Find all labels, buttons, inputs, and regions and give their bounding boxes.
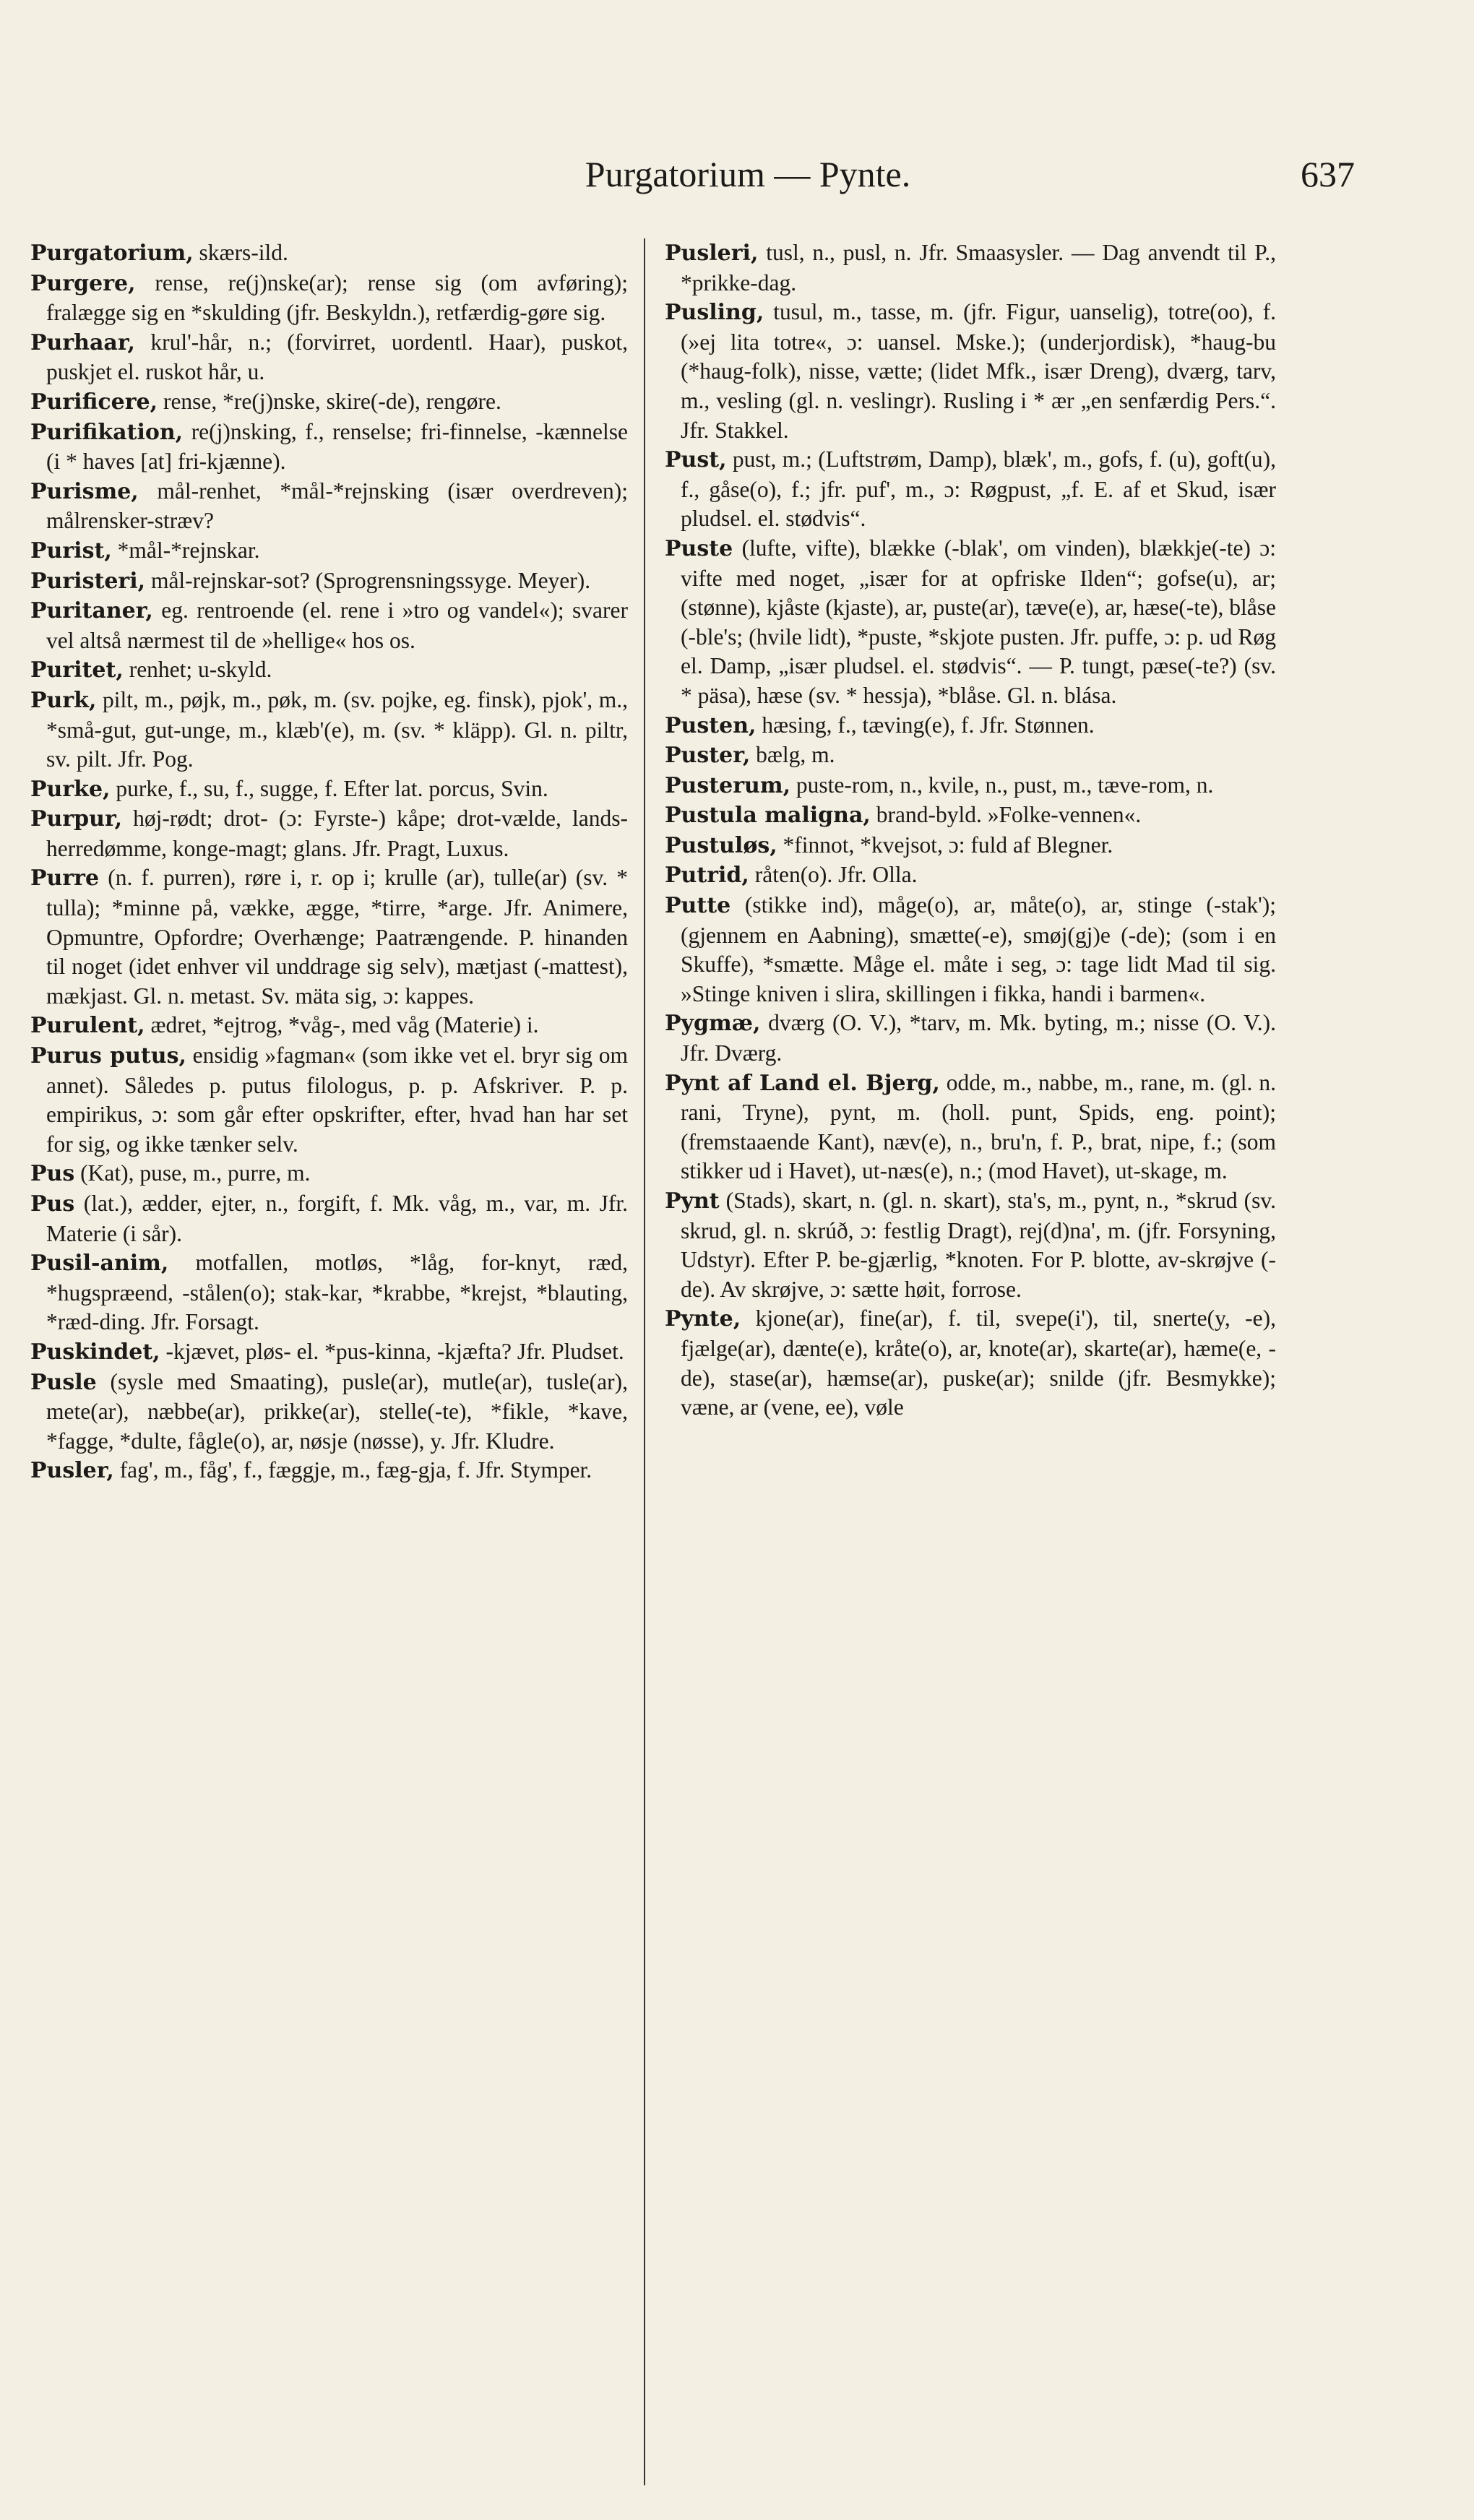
dictionary-entry xyxy=(665,891,1276,1009)
headword: Pynt af Land el. Bjerg, xyxy=(665,1070,940,1096)
definition: tusl, n., pusl, n. Jfr. Smaasysler. — Dag anvendt til P., *prikke-dag. xyxy=(681,240,1276,295)
page-number: 637 xyxy=(1301,154,1355,194)
headword: Purus putus, xyxy=(30,1043,186,1069)
dictionary-entry xyxy=(665,1069,1276,1186)
dictionary-entry xyxy=(30,238,628,269)
dictionary-entry xyxy=(30,863,628,1011)
headword: Pusterum, xyxy=(665,772,791,798)
headword: Purpur, xyxy=(30,806,123,832)
dictionary-entry xyxy=(665,238,1276,298)
definition: råten(o). Jfr. Olla. xyxy=(749,862,918,888)
definition: brand-byld. »Folke-vennen«. xyxy=(870,802,1142,828)
headword: Puritet, xyxy=(30,657,124,683)
definition: eg. rentroende (el. rene i »tro og vandel«); svarer vel altså nærmest til de »hellige« hos os. xyxy=(46,597,628,653)
headword: Purifikation, xyxy=(30,419,184,445)
definition: ensidig »fagman« (som ikke vet el. bryr sig om annet). Således p. putus filologus, p. p. Afskriver. P. p. empirikus, ɔ: som går efter opskrifter, efter, hvad han har set for sig, og ikke tænker selv. xyxy=(46,1043,628,1157)
headword: Pynt xyxy=(665,1188,720,1214)
dictionary-entry xyxy=(30,686,628,774)
definition: kjone(ar), fine(ar), f. til, svepe(i'), til, snerte(y, -e), fjælge(ar), dænte(e), kråte(o), ar, knote(ar), skarte(ar), hæme(e, -de), stase(ar), hæmse(ar), puske(ar); snilde (jfr. Besmykke); væne, ar (vene, ee), vøle xyxy=(681,1306,1276,1420)
definition: *finnot, *kvejsot, ɔ: fuld af Blegner. xyxy=(777,832,1113,858)
definition: purke, f., su, f., sugge, f. Efter lat. porcus, Svin. xyxy=(110,775,548,801)
dictionary-entry xyxy=(665,741,1276,771)
headword: Purk, xyxy=(30,687,97,713)
headword: Pus xyxy=(30,1191,75,1217)
headword: Purre xyxy=(30,866,100,892)
definition: (Kat), puse, m., purre, m. xyxy=(74,1160,311,1186)
dictionary-entry xyxy=(30,477,628,536)
dictionary-entry xyxy=(30,387,628,418)
definition: -kjævet, pløs- el. *pus-kinna, -kjæfta? Jfr. Pludset. xyxy=(160,1338,624,1364)
dictionary-entry xyxy=(665,860,1276,891)
dictionary-entry xyxy=(665,298,1276,445)
definition: fag', m., fåg', f., fæggje, m., fæg-gja, f. Jfr. Stymper. xyxy=(113,1457,592,1483)
dictionary-entry xyxy=(665,801,1276,831)
definition: odde, m., nabbe, m., rane, m. (gl. n. rani, Tryne), pynt, m. (holl. punt, Spids, eng. point); (fremstaaende Kant), næv(e), n., bru'n, f. P., brat, nipe, f.; (som stikker ud i Havet), ut-næs(e), n.; (mod Havet), ut-skage, m. xyxy=(681,1069,1276,1184)
dictionary-entry xyxy=(30,655,628,686)
definition: motfallen, motløs, *låg, for-knyt, ræd, *hugspræend, -stålen(o); stak-kar, *krabbe, *krejst, *blauting, *ræd-ding. Jfr. Forsagt. xyxy=(46,1250,628,1335)
dictionary-entry xyxy=(30,804,628,863)
definition: *mål-*rejnskar. xyxy=(111,537,260,563)
headword: Purist, xyxy=(30,538,112,564)
definition: (n. f. purren), røre i, r. op i; krulle (ar), tulle(ar) (sv. * tulla); *minne på, vække, ægge, *tirre, *arge. Jfr. Animere, Opmuntre, Opfordre; Overhænge; Paatrængende. P. hinanden til noget (idet enhver vil unddrage sig selv), mætjast (-mattest), mækjast. Gl. n. metast. Sv. mäta sig, ɔ: kappes. xyxy=(46,865,628,1009)
column-divider xyxy=(644,238,645,2485)
dictionary-entry xyxy=(30,328,628,387)
headword: Pusil-anim, xyxy=(30,1251,169,1277)
definition: høj-rødt; drot- (ɔ: Fyrste-) kåpe; drot-vælde, lands-herredømme, konge-magt; glans. Jfr. Pragt, Luxus. xyxy=(46,806,628,861)
definition: (Stads), skart, n. (gl. n. skart), sta's, m., pynt, n., *skrud (sv. skrud, gl. n. skrúð, ɔ: festlig Dragt), rej(d)na', m. (jfr. Forsyning, Udstyr). Efter P. be-gjærlig, *knoten. For P. blotte, av-skrøjve (-de). Av skrøjve, ɔ: sætte høit, forrose. xyxy=(681,1188,1276,1302)
definition: puste-rom, n., kvile, n., pust, m., tæve-rom, n. xyxy=(790,772,1214,798)
definition: rense, *re(j)nske, skire(-de), rengøre. xyxy=(158,388,501,414)
left-column xyxy=(30,238,628,1486)
definition: renhet; u-skyld. xyxy=(123,657,272,683)
headword: Purgatorium, xyxy=(30,241,194,266)
definition: pilt, m., pøjk, m., pøk, m. (sv. pojke, eg. finsk), pjok', m., *små-gut, gut-unge, m., klæb'(e), m. (sv. * kläpp). Gl. n. piltr, sv. pilt. Jfr. Pog. xyxy=(46,686,628,772)
definition: re(j)nsking, f., renselse; fri-finnelse, -kænnelse (i * haves [at] fri-kjænne). xyxy=(46,418,628,475)
dictionary-entry xyxy=(30,1337,628,1368)
definition: tusul, m., tasse, m. (jfr. Figur, uanselig), totre(oo), f. (»ej lita totre«, ɔ: uansel. Mske.); (underjordisk), *haug-bu (*haug-folk), nisse, vætte; (lidet Mfk., især Dreng), dværg, tarv, m., vesling (gl. n. veslingr). Rusling i * ær „en senfærdig Pers.“. Jfr. Stakkel. xyxy=(681,299,1276,443)
running-title: Purgatorium — Pynte. xyxy=(585,154,911,194)
headword: Purke, xyxy=(30,776,111,802)
definition: hæsing, f., tæving(e), f. Jfr. Stønnen. xyxy=(756,712,1095,738)
headword: Purhaar, xyxy=(30,329,135,355)
dictionary-entry xyxy=(30,1456,628,1486)
definition: rense, re(j)nske(ar); rense sig (om avføring); fralægge sig en *skulding (jfr. Beskyldn.), retfærdig-gøre sig. xyxy=(46,269,628,326)
definition: ædret, *ejtrog, *våg-, med våg (Materie) i. xyxy=(145,1012,539,1038)
dictionary-entry xyxy=(665,534,1276,711)
definition: (lat.), ædder, ejter, n., forgift, f. Mk. våg, m., var, m. Jfr. Materie (i sår). xyxy=(46,1191,628,1246)
dictionary-entry xyxy=(665,1304,1276,1422)
dictionary-entry xyxy=(30,1041,628,1159)
headword: Purgere, xyxy=(30,270,136,296)
dictionary-entry xyxy=(30,774,628,805)
dictionary-entry xyxy=(665,445,1276,534)
headword: Puristeri, xyxy=(30,568,146,594)
headword: Putrid, xyxy=(665,863,749,889)
definition: (sysle med Smaating), pusle(ar), mutle(ar), tusle(ar), mete(ar), næbbe(ar), prikke(ar), stelle(-te), *fikle, *kave, *fagge, *dulte, fågle(o), ar, nøsje (nøsse), y. Jfr. Kludre. xyxy=(46,1368,628,1454)
headword: Purulent, xyxy=(30,1013,145,1039)
dictionary-entry xyxy=(665,1186,1276,1304)
headword: Pusleri, xyxy=(665,241,759,266)
dictionary-entry xyxy=(30,1368,628,1457)
headword: Pusler, xyxy=(30,1458,114,1484)
headword: Pusling, xyxy=(665,300,764,326)
page-header xyxy=(137,153,1358,204)
right-column xyxy=(665,238,1276,1423)
headword: Pusten, xyxy=(665,712,757,738)
dictionary-entry xyxy=(665,771,1276,801)
definition: krul'-hår, n.; (forvirret, uordentl. Haar), puskot, puskjet el. ruskot hår, u. xyxy=(46,329,628,385)
definition: mål-rejnskar-sot? (Sprogrensningssyge. Meyer). xyxy=(145,567,591,593)
dictionary-entry xyxy=(30,1011,628,1041)
headword: Pustuløs, xyxy=(665,832,777,858)
dictionary-entry xyxy=(665,711,1276,741)
dictionary-entry xyxy=(665,831,1276,861)
headword: Purificere, xyxy=(30,389,158,415)
dictionary-entry xyxy=(30,1159,628,1189)
dictionary-entry xyxy=(30,1189,628,1248)
headword: Pygmæ, xyxy=(665,1011,761,1037)
dictionary-entry xyxy=(30,418,628,477)
headword: Putte xyxy=(665,893,731,919)
headword: Puster, xyxy=(665,743,751,769)
headword: Purisme, xyxy=(30,478,139,504)
dictionary-entry xyxy=(665,1009,1276,1068)
headword: Pustula maligna, xyxy=(665,803,871,829)
definition: dværg (O. V.), *tarv, m. Mk. byting, m.; nisse (O. V.). Jfr. Dværg. xyxy=(681,1010,1276,1066)
headword: Puskindet, xyxy=(30,1339,160,1365)
dictionary-entry xyxy=(30,536,628,566)
headword: Puritaner, xyxy=(30,598,153,624)
definition: skærs-ild. xyxy=(193,240,288,265)
headword: Pusle xyxy=(30,1369,97,1395)
dictionary-entry xyxy=(30,1248,628,1337)
definition: (stikke ind), måge(o), ar, måte(o), ar, stinge (-stak'); (gjennem en Aabning), smætte(-e), smøj(gj)e (-de); (som i en Skuffe), *smætte. Måge el. måte i seg, ɔ: tage lidt Mad til sig. »Stinge kniven i slira, skillingen i fikka, handi i barmen«. xyxy=(681,892,1276,1006)
headword: Pynte, xyxy=(665,1306,741,1332)
headword: Pus xyxy=(30,1161,75,1187)
headword: Puste xyxy=(665,535,733,561)
definition: bælg, m. xyxy=(750,742,835,768)
definition: mål-renhet, *mål-*rejnsking (især overdreven); målrensker-stræv? xyxy=(46,478,628,534)
dictionary-entry xyxy=(30,596,628,655)
dictionary-entry xyxy=(30,566,628,597)
dictionary-entry xyxy=(30,269,628,328)
definition: pust, m.; (Luftstrøm, Damp), blæk', m., gofs, f. (u), goft(u), f., gåse(o), f.; jfr. puf', m., ɔ: Røgpust, „f. E. af et Skud, især pludsel. el. stødvis“. xyxy=(681,446,1276,532)
definition: (lufte, vifte), blække (-blak', om vinden), blækkje(-te) ɔ: vifte med noget, „især for at opfriske Ilden“; gofse(u), ar; (stønne), kjåste (kjaste), ar, puste(ar), tæve(e), ar, hæse(-te), blåse (-ble's; (hvile lidt), *puste, *skjote pusten. Jfr. puffe, ɔ: p. ud Røg el. Damp, „især pludsel. el. stødvis“. — P. tungt, pæse(-te?) (sv. * päsa), hæse (sv. * hessja), *blåse. Gl. n. blása. xyxy=(681,535,1277,708)
headword: Pust, xyxy=(665,447,727,473)
